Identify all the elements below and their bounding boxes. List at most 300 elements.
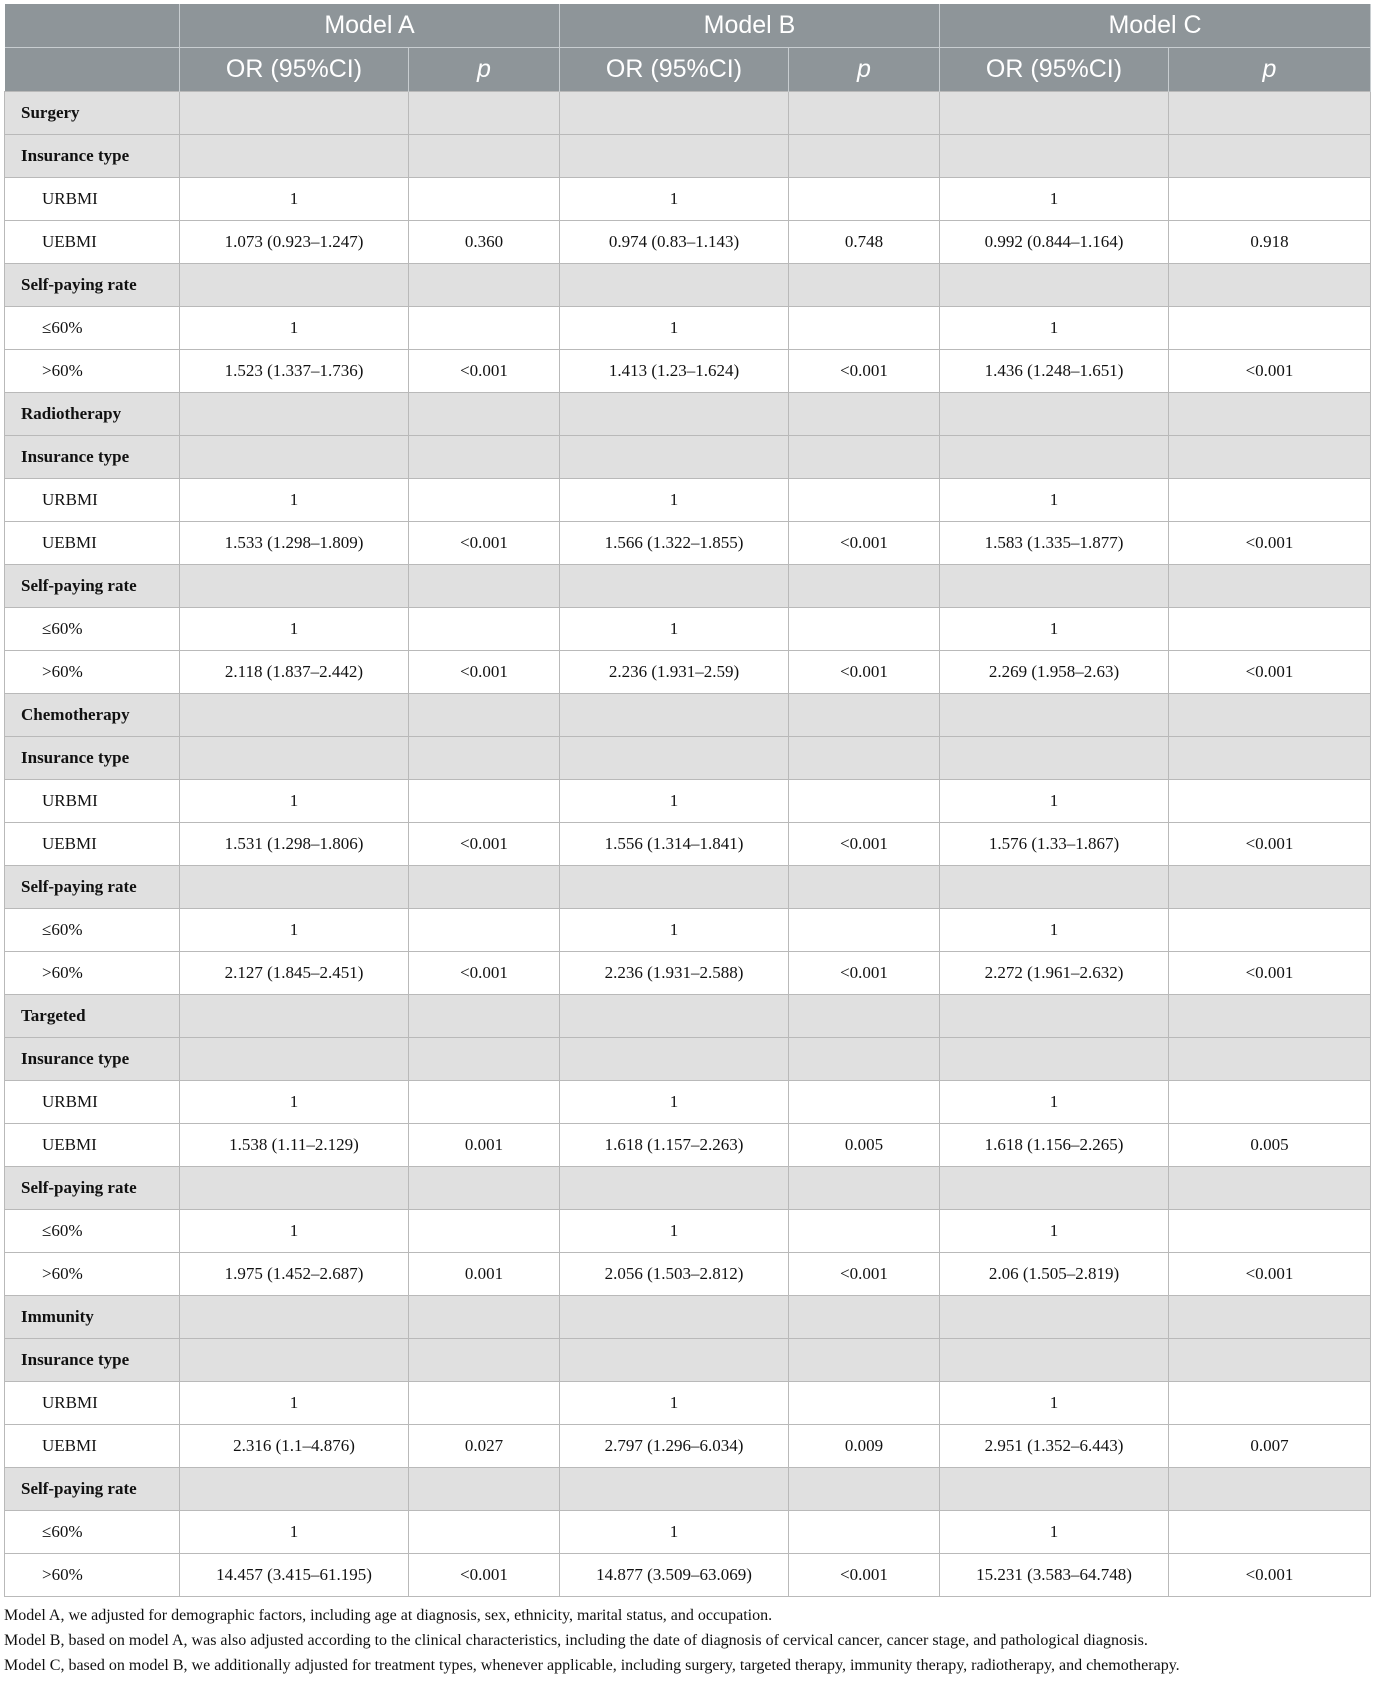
table-row: [5, 1425, 1371, 1468]
cell-or-model-a: 2.316 (1.1–4.876): [180, 1425, 409, 1468]
cell-p-model-c: [1169, 909, 1371, 952]
cell-p-model-c: 0.918: [1169, 221, 1371, 264]
cell-p-model-b: <0.001: [789, 1554, 940, 1597]
table-row: [5, 1511, 1371, 1554]
cell-or-model-b: 1.556 (1.314–1.841): [560, 823, 789, 866]
cell-or-model-b: 1: [560, 1081, 789, 1124]
cell-or-model-c: 2.951 (1.352–6.443): [940, 1425, 1169, 1468]
cell-p-model-a: 0.001: [409, 1124, 560, 1167]
section-row: [5, 1296, 1371, 1339]
cell-p-model-c: <0.001: [1169, 1253, 1371, 1296]
cell-p-model-a: [409, 479, 560, 522]
table-row: [5, 1124, 1371, 1167]
cell-p-model-b: [789, 1511, 940, 1554]
cell-p-model-b: [789, 1210, 940, 1253]
cell-p-model-b: 0.005: [789, 1124, 940, 1167]
section-empty-cell: [560, 1296, 789, 1339]
section-empty-cell: [1169, 1296, 1371, 1339]
cell-or-model-b: 0.974 (0.83–1.143): [560, 221, 789, 264]
header-model-a: Model A: [180, 4, 560, 48]
cell-or-model-c: 1.583 (1.335–1.877): [940, 522, 1169, 565]
section-empty-cell: [789, 92, 940, 135]
section-empty-cell: [940, 436, 1169, 479]
cell-p-model-b: [789, 909, 940, 952]
section-empty-cell: [940, 1339, 1169, 1382]
section-label: Chemotherapy: [5, 694, 180, 737]
section-empty-cell: [409, 393, 560, 436]
section-label: Targeted: [5, 995, 180, 1038]
cell-or-model-c: 1: [940, 1210, 1169, 1253]
section-label: Insurance type: [5, 135, 180, 178]
section-empty-cell: [409, 565, 560, 608]
cell-or-model-b: 1: [560, 307, 789, 350]
section-empty-cell: [560, 1468, 789, 1511]
row-label: >60%: [5, 651, 180, 694]
cell-or-model-a: 2.118 (1.837–2.442): [180, 651, 409, 694]
cell-p-model-a: <0.001: [409, 1554, 560, 1597]
section-empty-cell: [940, 1167, 1169, 1210]
cell-or-model-a: 1.531 (1.298–1.806): [180, 823, 409, 866]
section-row: [5, 866, 1371, 909]
section-empty-cell: [180, 565, 409, 608]
header-p-b: p: [789, 48, 940, 92]
results-table-container: [4, 4, 1370, 1597]
cell-p-model-b: <0.001: [789, 350, 940, 393]
cell-or-model-c: 1.576 (1.33–1.867): [940, 823, 1169, 866]
table-row: [5, 952, 1371, 995]
section-empty-cell: [1169, 1167, 1371, 1210]
section-row: [5, 264, 1371, 307]
section-empty-cell: [560, 135, 789, 178]
table-row: [5, 823, 1371, 866]
section-empty-cell: [560, 264, 789, 307]
section-empty-cell: [409, 694, 560, 737]
section-empty-cell: [180, 737, 409, 780]
section-empty-cell: [940, 694, 1169, 737]
section-row: [5, 1468, 1371, 1511]
section-empty-cell: [1169, 135, 1371, 178]
section-label: Self-paying rate: [5, 1468, 180, 1511]
section-label: Insurance type: [5, 737, 180, 780]
table-row: [5, 1554, 1371, 1597]
cell-or-model-c: 1: [940, 479, 1169, 522]
section-empty-cell: [940, 866, 1169, 909]
cell-or-model-b: 1: [560, 780, 789, 823]
row-label: >60%: [5, 1253, 180, 1296]
cell-p-model-a: [409, 608, 560, 651]
cell-or-model-c: 1: [940, 909, 1169, 952]
section-empty-cell: [1169, 1038, 1371, 1081]
table-row: [5, 651, 1371, 694]
section-label: Insurance type: [5, 1038, 180, 1081]
section-empty-cell: [180, 436, 409, 479]
section-row: [5, 92, 1371, 135]
odds-ratio-table: [4, 4, 1371, 1597]
footnote-model-b: Model B, based on model A, was also adjusted according to the clinical characteristics, including the date of diagnosis of cervical cancer, cancer stage, and pathological diagnosis.: [4, 1632, 1148, 1649]
cell-p-model-b: 0.009: [789, 1425, 940, 1468]
cell-or-model-b: 1: [560, 178, 789, 221]
section-empty-cell: [560, 1167, 789, 1210]
section-label: Self-paying rate: [5, 866, 180, 909]
cell-p-model-c: [1169, 307, 1371, 350]
header-or-c: OR (95%CI): [940, 48, 1169, 92]
row-label: UEBMI: [5, 823, 180, 866]
cell-or-model-b: 1.566 (1.322–1.855): [560, 522, 789, 565]
row-label: >60%: [5, 1554, 180, 1597]
cell-or-model-c: 2.06 (1.505–2.819): [940, 1253, 1169, 1296]
cell-or-model-a: 1.533 (1.298–1.809): [180, 522, 409, 565]
section-empty-cell: [940, 737, 1169, 780]
section-empty-cell: [409, 92, 560, 135]
cell-or-model-a: 1: [180, 479, 409, 522]
section-empty-cell: [560, 995, 789, 1038]
cell-or-model-a: 1: [180, 780, 409, 823]
cell-or-model-a: 1: [180, 1382, 409, 1425]
cell-or-model-b: 2.236 (1.931–2.59): [560, 651, 789, 694]
table-row: [5, 1081, 1371, 1124]
section-empty-cell: [1169, 1339, 1371, 1382]
cell-p-model-b: 0.748: [789, 221, 940, 264]
section-label: Insurance type: [5, 436, 180, 479]
cell-or-model-a: 14.457 (3.415–61.195): [180, 1554, 409, 1597]
section-label: Self-paying rate: [5, 1167, 180, 1210]
section-empty-cell: [180, 1167, 409, 1210]
section-label: Radiotherapy: [5, 393, 180, 436]
section-empty-cell: [1169, 92, 1371, 135]
table-row: [5, 307, 1371, 350]
section-empty-cell: [789, 694, 940, 737]
section-empty-cell: [180, 393, 409, 436]
cell-p-model-c: <0.001: [1169, 651, 1371, 694]
cell-or-model-c: 15.231 (3.583–64.748): [940, 1554, 1169, 1597]
cell-p-model-a: [409, 1081, 560, 1124]
row-label: URBMI: [5, 178, 180, 221]
section-empty-cell: [180, 1468, 409, 1511]
row-label: UEBMI: [5, 522, 180, 565]
row-label: >60%: [5, 350, 180, 393]
cell-or-model-c: 1: [940, 1081, 1169, 1124]
cell-p-model-c: [1169, 178, 1371, 221]
row-label: UEBMI: [5, 1425, 180, 1468]
section-empty-cell: [1169, 737, 1371, 780]
cell-or-model-c: 1: [940, 780, 1169, 823]
section-label: Insurance type: [5, 1339, 180, 1382]
cell-p-model-c: <0.001: [1169, 1554, 1371, 1597]
section-empty-cell: [409, 866, 560, 909]
cell-or-model-b: 1: [560, 1382, 789, 1425]
header-row-stats: [5, 48, 1371, 92]
row-label: ≤60%: [5, 1210, 180, 1253]
section-row: [5, 135, 1371, 178]
section-empty-cell: [409, 1339, 560, 1382]
section-empty-cell: [789, 393, 940, 436]
cell-or-model-a: 1: [180, 307, 409, 350]
section-empty-cell: [789, 565, 940, 608]
header-p-a: p: [409, 48, 560, 92]
cell-p-model-a: 0.360: [409, 221, 560, 264]
cell-p-model-b: [789, 1382, 940, 1425]
row-label: ≤60%: [5, 307, 180, 350]
cell-p-model-b: <0.001: [789, 823, 940, 866]
cell-or-model-a: 1.073 (0.923–1.247): [180, 221, 409, 264]
cell-or-model-a: 1: [180, 909, 409, 952]
row-label: URBMI: [5, 479, 180, 522]
footnote-model-c: Model C, based on model B, we additionally adjusted for treatment types, whenever applicable, including surgery, targeted therapy, immunity therapy, radiotherapy, and chemotherapy.: [4, 1657, 1180, 1674]
header-blank-2: [5, 48, 180, 92]
cell-or-model-b: 2.797 (1.296–6.034): [560, 1425, 789, 1468]
cell-or-model-b: 1: [560, 608, 789, 651]
cell-p-model-c: <0.001: [1169, 350, 1371, 393]
section-empty-cell: [409, 1296, 560, 1339]
cell-p-model-a: <0.001: [409, 651, 560, 694]
cell-p-model-b: [789, 178, 940, 221]
row-label: UEBMI: [5, 221, 180, 264]
section-row: [5, 1167, 1371, 1210]
cell-p-model-c: <0.001: [1169, 522, 1371, 565]
section-empty-cell: [940, 393, 1169, 436]
cell-p-model-b: <0.001: [789, 651, 940, 694]
cell-or-model-c: 2.272 (1.961–2.632): [940, 952, 1169, 995]
cell-p-model-a: [409, 909, 560, 952]
section-row: [5, 565, 1371, 608]
section-empty-cell: [789, 1339, 940, 1382]
cell-p-model-c: [1169, 780, 1371, 823]
cell-or-model-a: 1: [180, 608, 409, 651]
cell-or-model-a: 1.975 (1.452–2.687): [180, 1253, 409, 1296]
section-empty-cell: [560, 565, 789, 608]
section-label: Self-paying rate: [5, 264, 180, 307]
section-empty-cell: [180, 995, 409, 1038]
section-empty-cell: [1169, 393, 1371, 436]
section-row: [5, 694, 1371, 737]
header-model-c: Model C: [940, 4, 1371, 48]
section-empty-cell: [940, 565, 1169, 608]
cell-or-model-c: 1: [940, 608, 1169, 651]
row-label: URBMI: [5, 1382, 180, 1425]
cell-p-model-b: [789, 1081, 940, 1124]
cell-or-model-c: 1: [940, 1511, 1169, 1554]
section-empty-cell: [180, 1038, 409, 1081]
cell-or-model-b: 2.236 (1.931–2.588): [560, 952, 789, 995]
cell-p-model-c: <0.001: [1169, 823, 1371, 866]
section-label: Surgery: [5, 92, 180, 135]
table-row: [5, 479, 1371, 522]
section-empty-cell: [180, 1339, 409, 1382]
section-empty-cell: [560, 1038, 789, 1081]
section-empty-cell: [789, 995, 940, 1038]
section-empty-cell: [940, 92, 1169, 135]
section-empty-cell: [1169, 565, 1371, 608]
cell-or-model-c: 0.992 (0.844–1.164): [940, 221, 1169, 264]
cell-or-model-b: 2.056 (1.503–2.812): [560, 1253, 789, 1296]
cell-p-model-a: 0.001: [409, 1253, 560, 1296]
cell-or-model-a: 1: [180, 1210, 409, 1253]
section-empty-cell: [940, 135, 1169, 178]
section-empty-cell: [409, 135, 560, 178]
cell-or-model-a: 1.538 (1.11–2.129): [180, 1124, 409, 1167]
cell-p-model-b: <0.001: [789, 522, 940, 565]
section-empty-cell: [560, 694, 789, 737]
cell-p-model-a: [409, 178, 560, 221]
row-label: ≤60%: [5, 1511, 180, 1554]
cell-p-model-c: [1169, 479, 1371, 522]
section-empty-cell: [940, 1038, 1169, 1081]
table-row: [5, 350, 1371, 393]
cell-p-model-a: <0.001: [409, 823, 560, 866]
section-empty-cell: [789, 436, 940, 479]
section-empty-cell: [789, 866, 940, 909]
section-row: [5, 436, 1371, 479]
section-row: [5, 995, 1371, 1038]
section-empty-cell: [789, 135, 940, 178]
cell-or-model-b: 1: [560, 1210, 789, 1253]
cell-p-model-b: <0.001: [789, 1253, 940, 1296]
row-label: URBMI: [5, 780, 180, 823]
cell-p-model-a: <0.001: [409, 522, 560, 565]
cell-or-model-b: 1.413 (1.23–1.624): [560, 350, 789, 393]
section-empty-cell: [560, 737, 789, 780]
cell-p-model-a: [409, 1382, 560, 1425]
section-empty-cell: [409, 1167, 560, 1210]
cell-or-model-c: 1: [940, 178, 1169, 221]
cell-or-model-a: 1: [180, 1511, 409, 1554]
table-footnotes: [4, 1603, 1370, 1678]
cell-p-model-b: <0.001: [789, 952, 940, 995]
cell-p-model-c: [1169, 1511, 1371, 1554]
row-label: >60%: [5, 952, 180, 995]
section-empty-cell: [789, 737, 940, 780]
cell-or-model-b: 1: [560, 479, 789, 522]
section-empty-cell: [180, 135, 409, 178]
row-label: ≤60%: [5, 909, 180, 952]
header-or-b: OR (95%CI): [560, 48, 789, 92]
section-empty-cell: [789, 1038, 940, 1081]
section-label: Immunity: [5, 1296, 180, 1339]
table-row: [5, 909, 1371, 952]
table-row: [5, 1253, 1371, 1296]
section-empty-cell: [409, 1038, 560, 1081]
row-label: URBMI: [5, 1081, 180, 1124]
table-row: [5, 221, 1371, 264]
section-empty-cell: [180, 1296, 409, 1339]
cell-or-model-c: 1: [940, 1382, 1169, 1425]
section-empty-cell: [180, 866, 409, 909]
section-empty-cell: [789, 264, 940, 307]
table-row: [5, 1210, 1371, 1253]
cell-p-model-a: <0.001: [409, 350, 560, 393]
cell-or-model-b: 1.618 (1.157–2.263): [560, 1124, 789, 1167]
table-row: [5, 608, 1371, 651]
table-row: [5, 522, 1371, 565]
cell-or-model-b: 1: [560, 909, 789, 952]
cell-p-model-b: [789, 608, 940, 651]
table-row: [5, 178, 1371, 221]
section-empty-cell: [789, 1167, 940, 1210]
section-empty-cell: [560, 866, 789, 909]
cell-or-model-a: 1.523 (1.337–1.736): [180, 350, 409, 393]
cell-or-model-b: 1: [560, 1511, 789, 1554]
table-row: [5, 780, 1371, 823]
section-empty-cell: [409, 1468, 560, 1511]
header-blank: [5, 4, 180, 48]
cell-p-model-c: 0.007: [1169, 1425, 1371, 1468]
section-row: [5, 1339, 1371, 1382]
cell-p-model-a: [409, 1511, 560, 1554]
row-label: UEBMI: [5, 1124, 180, 1167]
cell-p-model-c: [1169, 608, 1371, 651]
table-body: [5, 92, 1371, 1597]
cell-p-model-c: [1169, 1382, 1371, 1425]
header-model-b: Model B: [560, 4, 940, 48]
section-empty-cell: [409, 995, 560, 1038]
footnote-model-a: Model A, we adjusted for demographic factors, including age at diagnosis, sex, ethnicity, marital status, and occupation.: [4, 1607, 773, 1624]
section-empty-cell: [940, 1296, 1169, 1339]
section-empty-cell: [409, 436, 560, 479]
cell-or-model-a: 1: [180, 1081, 409, 1124]
cell-p-model-c: 0.005: [1169, 1124, 1371, 1167]
section-empty-cell: [1169, 1468, 1371, 1511]
cell-p-model-b: [789, 307, 940, 350]
section-row: [5, 1038, 1371, 1081]
cell-or-model-c: 1.436 (1.248–1.651): [940, 350, 1169, 393]
cell-or-model-a: 2.127 (1.845–2.451): [180, 952, 409, 995]
cell-p-model-c: [1169, 1081, 1371, 1124]
section-empty-cell: [1169, 995, 1371, 1038]
cell-p-model-a: [409, 780, 560, 823]
section-empty-cell: [409, 737, 560, 780]
section-empty-cell: [560, 436, 789, 479]
section-empty-cell: [180, 92, 409, 135]
section-empty-cell: [180, 694, 409, 737]
row-label: ≤60%: [5, 608, 180, 651]
cell-p-model-a: [409, 1210, 560, 1253]
cell-or-model-b: 14.877 (3.509–63.069): [560, 1554, 789, 1597]
cell-or-model-c: 1.618 (1.156–2.265): [940, 1124, 1169, 1167]
cell-p-model-b: [789, 780, 940, 823]
cell-p-model-c: <0.001: [1169, 952, 1371, 995]
section-empty-cell: [789, 1296, 940, 1339]
cell-p-model-c: [1169, 1210, 1371, 1253]
header-p-c: p: [1169, 48, 1371, 92]
cell-or-model-a: 1: [180, 178, 409, 221]
section-empty-cell: [789, 1468, 940, 1511]
header-or-a: OR (95%CI): [180, 48, 409, 92]
section-empty-cell: [940, 1468, 1169, 1511]
cell-p-model-a: [409, 307, 560, 350]
section-empty-cell: [1169, 694, 1371, 737]
cell-p-model-a: <0.001: [409, 952, 560, 995]
section-label: Self-paying rate: [5, 565, 180, 608]
cell-or-model-c: 2.269 (1.958–2.63): [940, 651, 1169, 694]
table-row: [5, 1382, 1371, 1425]
section-empty-cell: [940, 264, 1169, 307]
header-row-models: [5, 4, 1371, 48]
section-empty-cell: [180, 264, 409, 307]
section-empty-cell: [560, 1339, 789, 1382]
section-empty-cell: [1169, 264, 1371, 307]
cell-or-model-c: 1: [940, 307, 1169, 350]
section-empty-cell: [560, 92, 789, 135]
section-empty-cell: [940, 995, 1169, 1038]
cell-p-model-b: [789, 479, 940, 522]
section-empty-cell: [560, 393, 789, 436]
cell-p-model-a: 0.027: [409, 1425, 560, 1468]
section-empty-cell: [1169, 866, 1371, 909]
section-row: [5, 393, 1371, 436]
section-row: [5, 737, 1371, 780]
section-empty-cell: [409, 264, 560, 307]
section-empty-cell: [1169, 436, 1371, 479]
